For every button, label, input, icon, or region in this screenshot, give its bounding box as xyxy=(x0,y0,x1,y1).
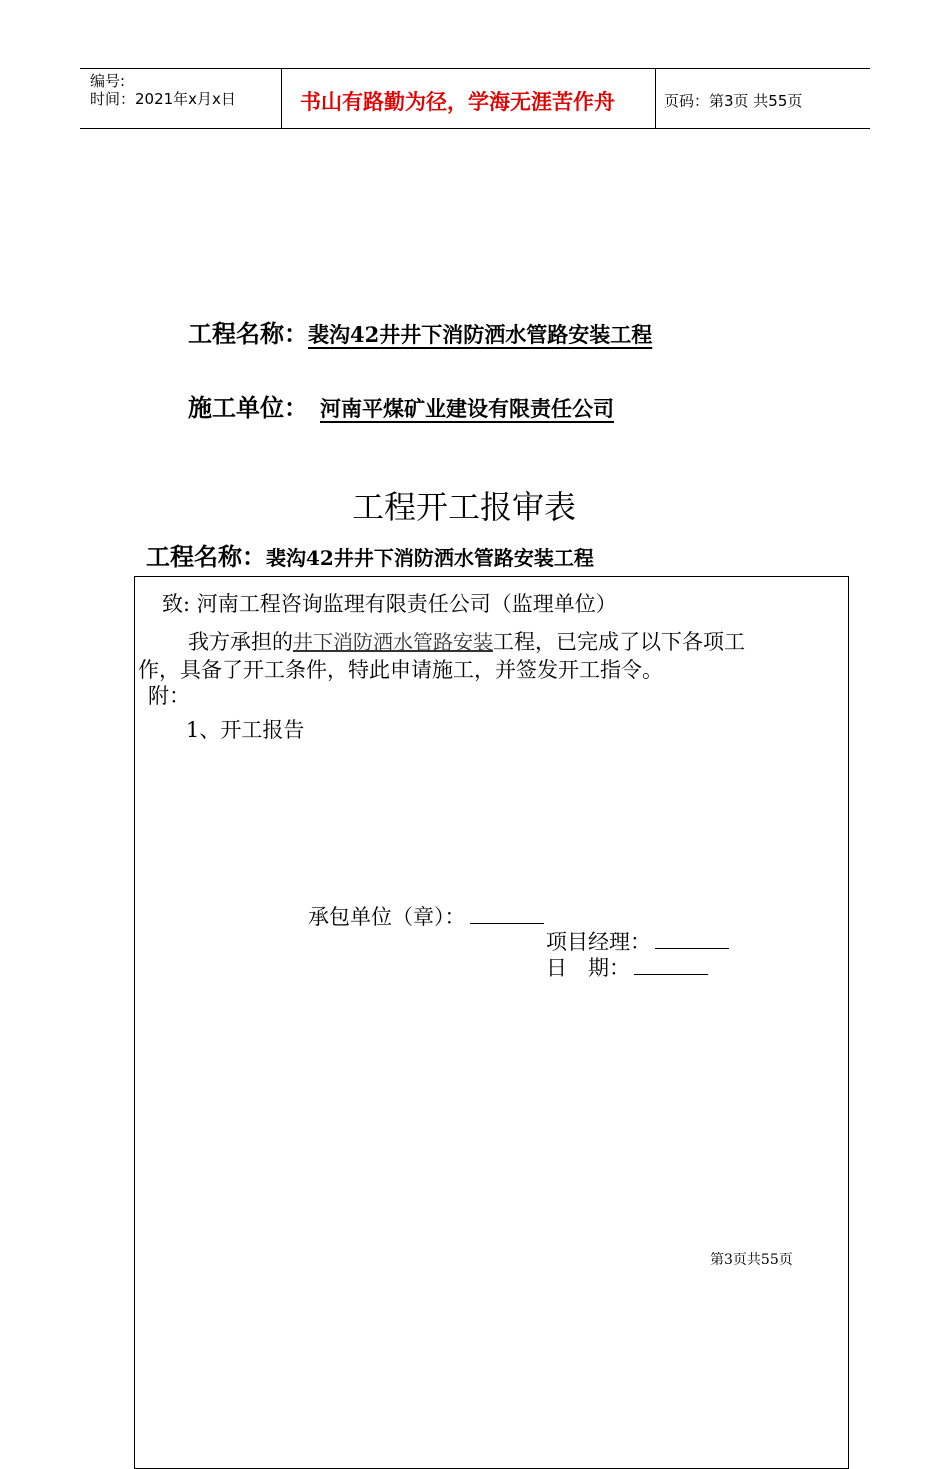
manager-label: 项目经理： xyxy=(546,930,651,954)
date-label: 日 期： xyxy=(546,956,630,980)
contractor-seal-line xyxy=(308,901,544,931)
para-prefix: 我方承担的 xyxy=(188,630,293,654)
form-to-line: 致: 河南工程咨询监理有限责任公司（监理单位） xyxy=(162,592,617,616)
form-project-line xyxy=(146,537,594,572)
cover-project-line xyxy=(188,314,652,349)
cover-project-value: 裴沟42井井下消防洒水管路安装工程 xyxy=(308,322,653,347)
cover-contractor-label: 施工单位： xyxy=(188,393,308,422)
contractor-seal-label: 承包单位（章）： xyxy=(308,905,466,929)
para-link: 井下消防洒水管路安装 xyxy=(293,630,493,654)
form-project-label: 工程名称： xyxy=(146,542,266,571)
header-bottom-rule xyxy=(80,128,870,129)
header-motto: 书山有路勤为径，学海无涯苦作舟 xyxy=(300,90,615,114)
footer-page: 第3页共55页 xyxy=(710,1252,793,1268)
cover-contractor-value: 河南平煤矿业建设有限责任公司 xyxy=(320,396,614,421)
header-number: 编号: xyxy=(90,72,126,90)
contractor-seal-blank xyxy=(470,905,544,924)
header-time: 时间：2021年x月x日 xyxy=(90,90,236,108)
manager-blank xyxy=(655,930,729,949)
attach-label: 附： xyxy=(148,684,190,708)
form-project-value: 裴沟42井井下消防洒水管路安装工程 xyxy=(266,546,594,570)
header-divider-1 xyxy=(281,68,282,128)
date-line xyxy=(546,952,708,982)
cover-contractor-line xyxy=(188,388,614,423)
form-paragraph-line2: 作，具备了开工条件，特此申请施工，并签发开工指令。 xyxy=(138,658,663,682)
header-page: 页码：第3页 共55页 xyxy=(664,92,803,110)
form-paragraph-line1 xyxy=(188,626,745,656)
attach-item: 1、开工报告 xyxy=(186,718,305,742)
header-divider-2 xyxy=(655,68,656,128)
date-blank xyxy=(634,956,708,975)
header-top-rule xyxy=(80,68,870,69)
form-title: 工程开工报审表 xyxy=(352,488,577,526)
cover-project-label: 工程名称： xyxy=(188,319,308,348)
para-suffix: 工程，已完成了以下各项工 xyxy=(493,630,745,654)
form-box xyxy=(134,576,849,1469)
